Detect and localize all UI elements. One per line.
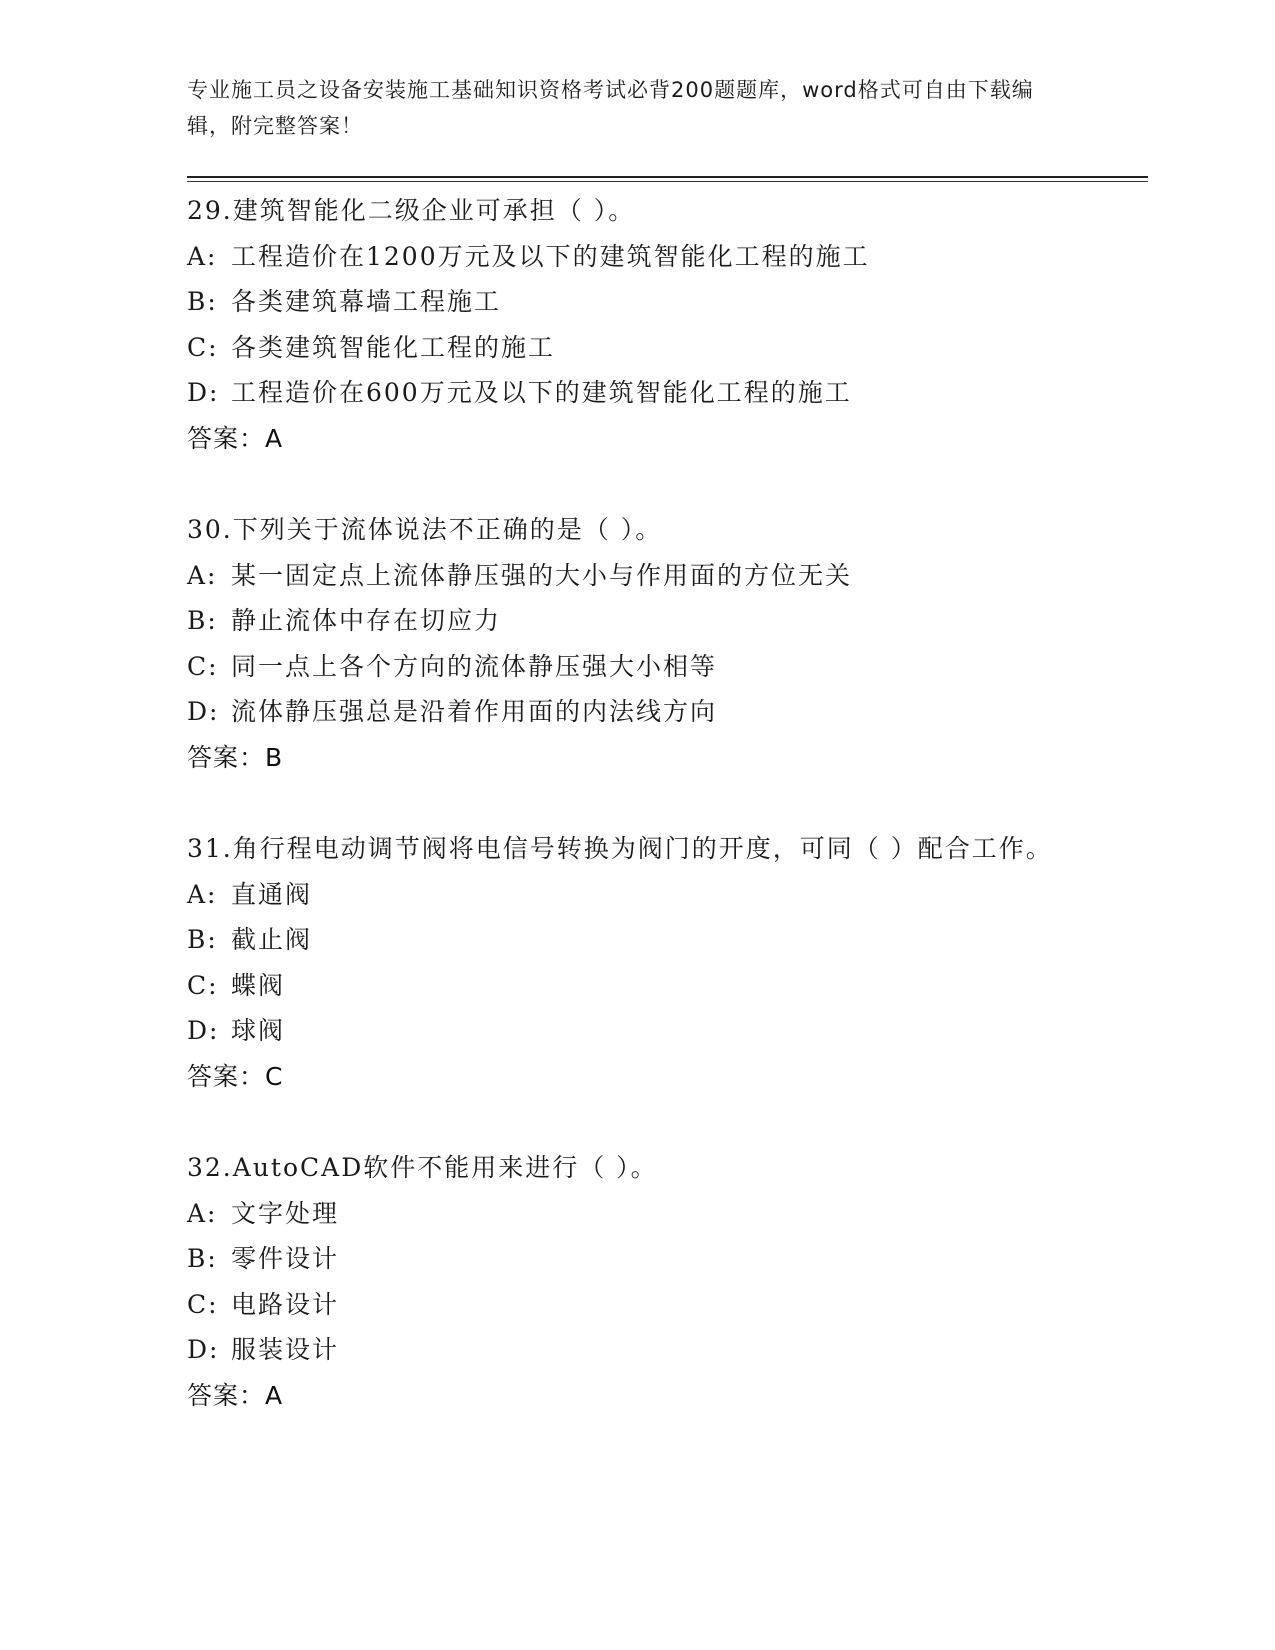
question-stem: 31.角行程电动调节阀将电信号转换为阀门的开度，可同（ ）配合工作。 [187,834,1053,863]
option-b [187,598,1067,644]
question-31 [187,826,1067,1099]
option-letter: C: [187,970,219,1000]
option-text: 零件设计 [231,1244,340,1273]
document-header-text: 专业施工员之设备安装施工基础知识资格考试必背200题题库，word格式可自由下载编辑，附完整答案！ [187,78,1034,138]
question-list [187,188,1067,1464]
question-stem: 29.建筑智能化二级企业可承担（ ）。 [187,196,636,225]
option-text: 流体静压强总是沿着作用面的内法线方向 [231,697,718,726]
question-30 [187,507,1067,780]
option-a [187,872,1067,918]
option-text: 各类建筑智能化工程的施工 [231,332,556,362]
question-stem: 32.AutoCAD软件不能用来进行（ ）。 [187,1153,658,1182]
option-a [187,553,1067,599]
option-text: 文字处理 [231,1198,340,1228]
option-letter: C: [187,651,219,681]
header-divider-bottom [187,181,1148,182]
option-letter: B: [187,1244,218,1273]
option-c [187,963,1067,1009]
option-letter: C: [187,1289,219,1319]
header-divider-top [187,176,1148,178]
option-letter: D: [187,378,220,407]
option-a [187,234,1067,280]
option-text: 球阀 [231,1016,286,1045]
option-c [187,325,1067,371]
option-b [187,917,1067,963]
answer-line: 答案：B [187,742,284,772]
option-text: 某一固定点上流体静压强的大小与作用面的方位无关 [231,560,853,590]
option-c [187,644,1067,690]
option-c [187,1282,1067,1328]
option-letter: C: [187,332,219,362]
option-d [187,689,1067,735]
answer-line: 答案：C [187,1061,284,1091]
option-text: 工程造价在1200万元及以下的建筑智能化工程的施工 [231,241,870,271]
option-letter: A: [187,560,218,590]
answer-line: 答案：A [187,423,284,453]
option-d [187,1327,1067,1373]
option-text: 截止阀 [231,925,313,954]
question-stem: 30.下列关于流体说法不正确的是（ ）。 [187,515,663,544]
option-letter: B: [187,606,218,635]
option-b [187,279,1067,325]
option-letter: D: [187,1016,220,1045]
option-d [187,1008,1067,1054]
question-29 [187,188,1067,461]
answer-line: 答案：A [187,1380,284,1410]
option-letter: A: [187,879,218,909]
option-a [187,1191,1067,1237]
option-letter: D: [187,1335,220,1364]
option-letter: A: [187,241,218,271]
option-letter: B: [187,925,218,954]
option-text: 静止流体中存在切应力 [231,606,502,635]
option-text: 蝶阀 [231,970,286,1000]
option-text: 直通阀 [231,879,313,909]
option-text: 同一点上各个方向的流体静压强大小相等 [231,651,718,681]
option-text: 工程造价在600万元及以下的建筑智能化工程的施工 [231,378,852,407]
option-letter: B: [187,287,218,316]
question-32 [187,1145,1067,1418]
option-letter: D: [187,697,220,726]
option-d [187,370,1067,416]
option-letter: A: [187,1198,218,1228]
option-text: 各类建筑幕墙工程施工 [231,287,502,316]
option-text: 服装设计 [231,1335,340,1364]
option-b [187,1236,1067,1282]
option-text: 电路设计 [231,1289,340,1319]
